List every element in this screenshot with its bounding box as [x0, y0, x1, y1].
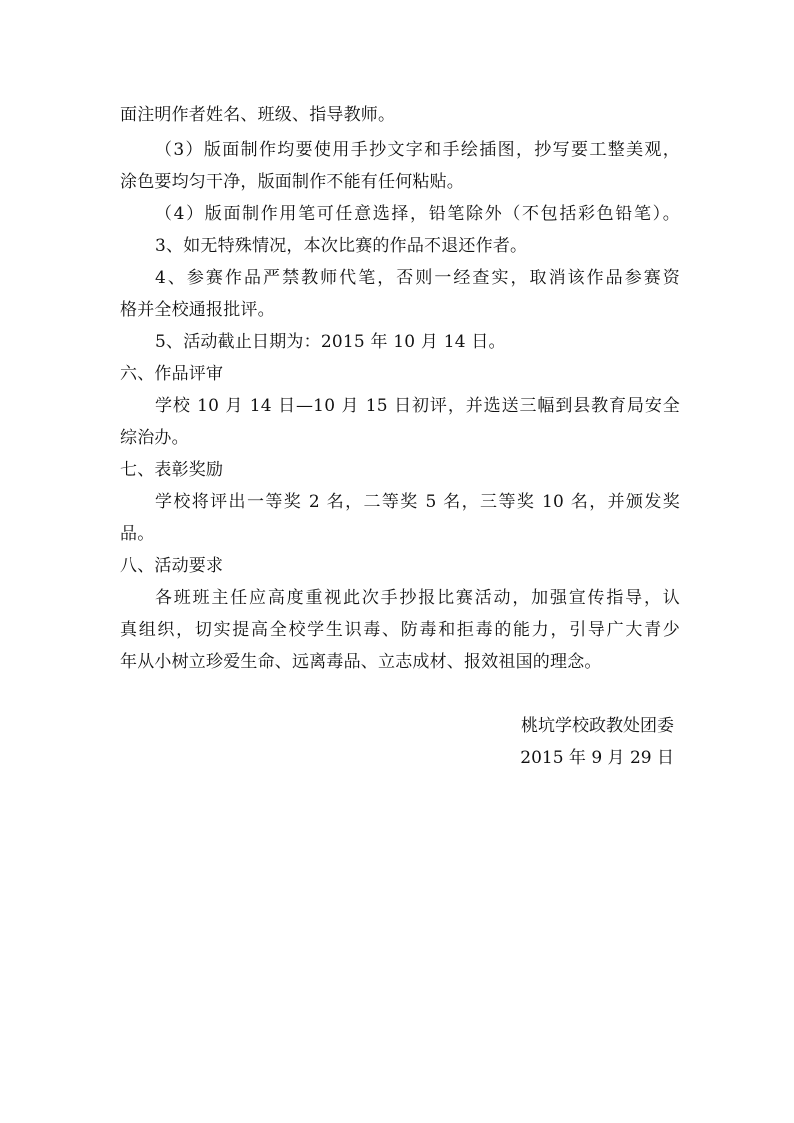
paragraph-line: 年从小树立珍爱生命、远离毒品、立志成材、报效祖国的理念。	[120, 652, 602, 672]
signature-organization: 桃坑学校政教处团委	[521, 716, 674, 736]
paragraph-line: 学校 10 月 14 日—10 月 15 日初评，并选送三幅到县教育局安全	[155, 396, 680, 416]
section-heading: 七、表彰奖励	[120, 460, 224, 480]
paragraph-line: 涂色要均匀干净，版面制作不能有任何粘贴。	[120, 172, 464, 192]
paragraph-line: 3、如无特殊情况，本次比赛的作品不退还作者。	[155, 236, 528, 256]
paragraph-line: 5、活动截止日期为：2015 年 10 月 14 日。	[155, 332, 506, 352]
section-heading: 八、活动要求	[120, 556, 224, 576]
paragraph-line: 4、参赛作品严禁教师代笔，否则一经查实，取消该作品参赛资	[155, 268, 680, 288]
signature-date: 2015 年 9 月 29 日	[520, 748, 674, 768]
paragraph-line: 格并全校通报批评。	[120, 300, 275, 320]
paragraph-line: （4）版面制作用笔可任意选择，铅笔除外（不包括彩色铅笔）。	[155, 204, 680, 224]
section-heading: 六、作品评审	[120, 364, 224, 384]
paragraph-line: 品。	[120, 524, 155, 544]
paragraph-line: 真组织，切实提高全校学生识毒、防毒和拒毒的能力，引导广大青少	[120, 620, 680, 640]
paragraph-line: 综治办。	[120, 428, 189, 448]
paragraph-line: （3）版面制作均要使用手抄文字和手绘插图，抄写要工整美观，	[155, 140, 680, 160]
paragraph-line: 各班班主任应高度重视此次手抄报比赛活动，加强宣传指导，认	[155, 588, 680, 608]
paragraph-line: 学校将评出一等奖 2 名，二等奖 5 名，三等奖 10 名，并颁发奖	[155, 492, 680, 512]
paragraph-line: 面注明作者姓名、班级、指导教师。	[120, 105, 396, 125]
